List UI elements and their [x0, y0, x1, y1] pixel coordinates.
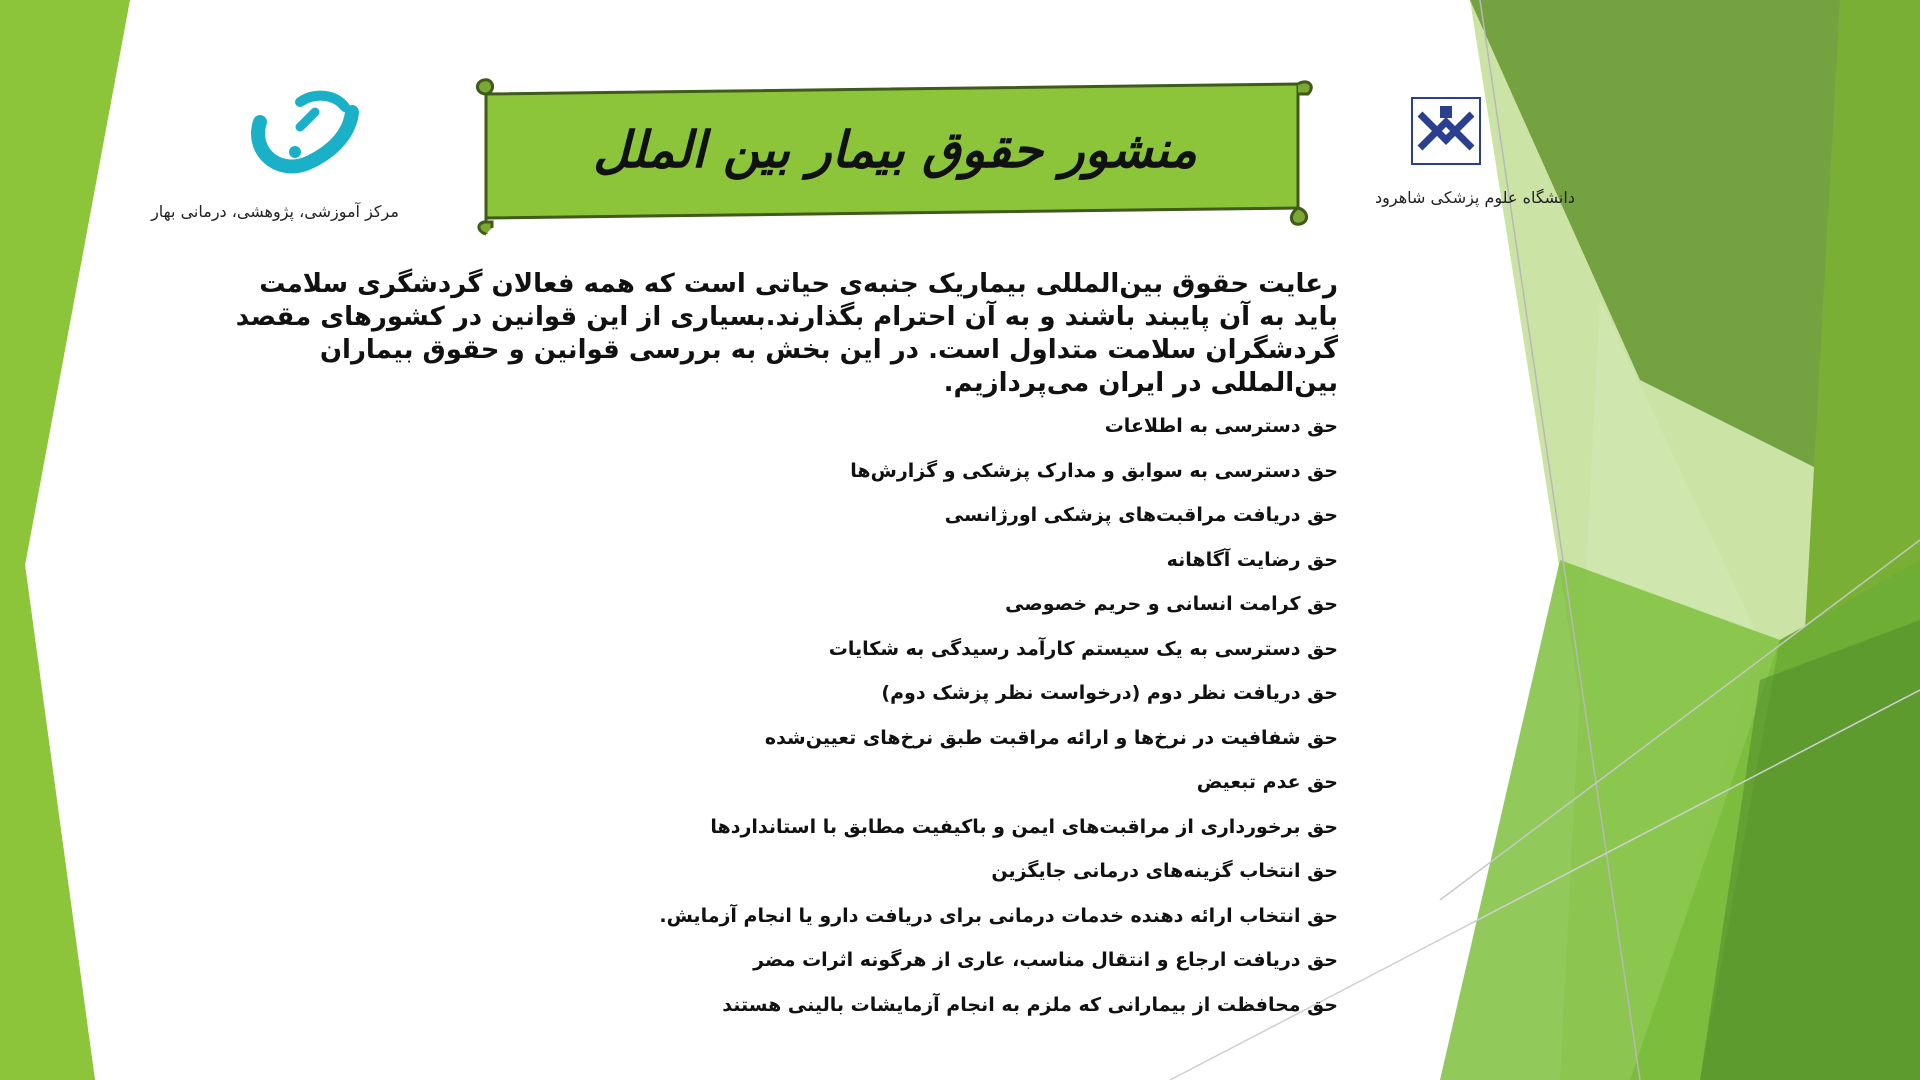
- rights-list-item: حق دسترسی به سوابق و مدارک پزشکی و گزارش‌ها: [850, 459, 1338, 482]
- shahroud-university-logo-icon: [1410, 96, 1482, 166]
- intro-paragraph: رعایت حقوق بین‌المللی بیماریک جنبه‌ی حیاتی است که همه فعالان گردشگری سلامت باید به آن پایبند باشند و به آن احترام بگذارند.بسیاری از این قوانین در کشورهای مقصد گردشگران سلامت متداول است. در این بخش به بررسی قوانین و حقوق بیماران بین‌المللی در ایران می‌پردازیم.: [235, 269, 1338, 398]
- rights-list-item: حق برخورداری از مراقبت‌های ایمن و باکیفیت مطابق با استانداردها: [710, 815, 1338, 838]
- left-logo-caption: مرکز آموزشی، پژوهشی، درمانی بهار: [151, 202, 399, 221]
- rights-list-item: حق رضایت آگاهانه: [1166, 548, 1338, 571]
- rights-list-item: حق انتخاب گزینه‌های درمانی جایگزین: [991, 860, 1338, 882]
- rights-list-item: حق دسترسی به یک سیستم کارآمد رسیدگی به شکایات: [828, 637, 1338, 660]
- rights-list-item: حق کرامت انسانی و حریم خصوصی: [1005, 593, 1338, 615]
- rights-list-item: حق شفافیت در نرخ‌ها و ارائه مراقبت طبق نرخ‌های تعیین‌شده: [764, 726, 1338, 749]
- rights-list-item: حق دریافت مراقبت‌های پزشکی اورژانسی: [944, 504, 1338, 526]
- rights-list-item: حق انتخاب ارائه دهنده خدمات درمانی برای دریافت دارو یا انجام آزمایش.: [659, 904, 1338, 927]
- rights-list-item: حق عدم تبعیض: [1196, 771, 1338, 793]
- rights-list-item: حق محافظت از بیمارانی که ملزم به انجام آزمایشات بالینی هستند: [722, 993, 1338, 1016]
- page-title: منشور حقوق بیمار بین الملل: [593, 120, 1197, 179]
- right-logo-caption: دانشگاه علوم پزشکی شاهرود: [1375, 188, 1575, 207]
- rights-list-item: حق دسترسی به اطلاعات: [1104, 415, 1338, 437]
- rights-list-item: حق دریافت نظر دوم (درخواست نظر پزشک دوم): [881, 682, 1338, 704]
- main-content: [210, 268, 1338, 1027]
- rights-list-item: حق دریافت ارجاع و انتقال مناسب، عاری از هرگونه اثرات مضر: [753, 949, 1338, 971]
- rights-list: [210, 404, 1338, 1027]
- bahar-center-logo-icon: [240, 82, 370, 182]
